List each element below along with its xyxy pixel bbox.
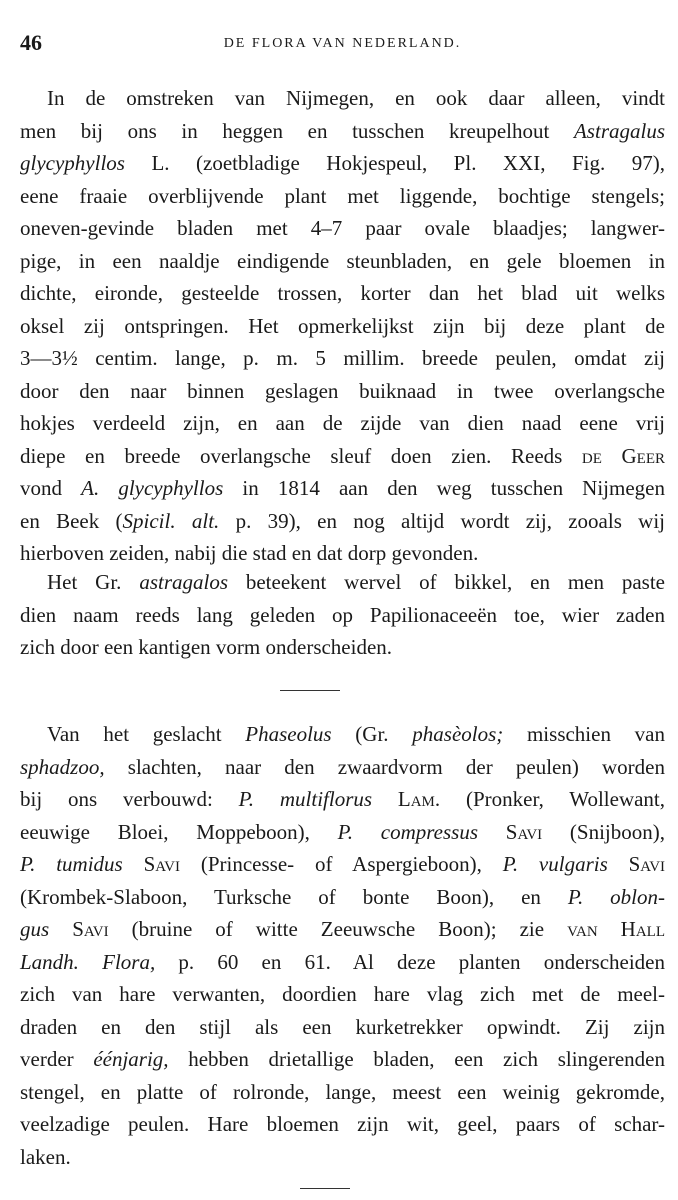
text-run: zich door een kantigen vorm onderscheiden.: [20, 635, 393, 659]
italic-text: glycyphyllos: [20, 151, 125, 175]
paragraph-astragalos-etymology: [20, 566, 665, 664]
text-line: [20, 631, 665, 664]
italic-text: A. glycyphyllos: [81, 476, 224, 500]
paragraph-astragalus: [20, 82, 665, 570]
text-run: in 1814 aan den weg tusschen Nijmegen: [223, 476, 665, 500]
text-run: [372, 787, 398, 811]
italic-text: Spicil. alt.: [122, 508, 220, 533]
text-run: dien naam reeds lang geleden op Papilionaceeën toe, wier zaden: [20, 602, 665, 627]
text-run: verder: [20, 1047, 94, 1071]
text-run: (Gr.: [331, 722, 413, 746]
text-run: hokjes verdeeld zijn, en aan de zijde van dien naad eene vrij: [20, 411, 665, 435]
text-line: [20, 599, 665, 632]
text-line: [20, 1011, 665, 1044]
text-run: (Pronker, Wollewant,: [440, 787, 666, 811]
text-run: en Beek (: [20, 508, 123, 533]
text-run: p. 39), en nog altijd wordt zij, zooals wij: [219, 508, 665, 533]
text-line: [20, 718, 665, 751]
text-run: Van het geslacht: [47, 722, 246, 746]
text-run: p. 60 en 61. Al deze planten onderscheiden: [155, 949, 666, 974]
small-caps-name: Savi: [72, 917, 109, 941]
page-header: [20, 30, 665, 60]
text-run: dichte, eironde, gesteelde trossen, korter dan het blad uit welks: [20, 281, 665, 305]
italic-text: P. oblon-: [567, 884, 665, 909]
paragraph-phaseolus: [20, 718, 665, 1173]
text-line: [20, 1076, 665, 1109]
text-line: [20, 212, 665, 245]
text-run: zich van hare verwanten, doordien hare vlag zich met de meel-: [20, 982, 665, 1006]
text-line: [20, 407, 665, 440]
text-line: [20, 82, 665, 115]
page-number: 46: [20, 30, 42, 55]
text-line: [20, 978, 665, 1011]
italic-text: phasèolos;: [412, 722, 504, 746]
text-line: [20, 848, 665, 881]
text-line: [20, 1141, 665, 1174]
section-divider: [280, 690, 340, 691]
text-run: (Princesse- of Aspergieboon),: [180, 852, 503, 876]
text-run: draden en den stijl als een kurketrekker opwindt. Zij zijn: [20, 1014, 665, 1039]
italic-text: éénjarig,: [93, 1047, 169, 1071]
text-line: [20, 913, 665, 946]
text-line: [20, 505, 665, 538]
text-run: [123, 852, 144, 876]
text-run: misschien van: [503, 722, 666, 746]
text-line: [20, 245, 665, 278]
text-run: [49, 917, 72, 941]
text-run: (Krombek-Slaboon, Turksche of bonte Boon), en: [20, 884, 568, 909]
italic-text: gus: [20, 917, 50, 941]
text-run: laken.: [20, 1144, 71, 1169]
text-line: [20, 783, 665, 816]
small-caps-name: Savi: [505, 819, 543, 844]
italic-text: P. tumidus: [20, 852, 123, 876]
italic-text: Phaseolus: [245, 722, 332, 746]
text-run: hierboven zeiden, nabij die stad en dat dorp gevonden.: [20, 541, 479, 565]
text-run: bij ons verbouwd:: [20, 787, 239, 811]
text-run: Het Gr.: [47, 570, 140, 594]
text-line: [20, 1043, 665, 1076]
italic-text: Astragalus: [573, 118, 665, 143]
text-line: [20, 537, 665, 570]
text-run: eene fraaie overblijvende plant met liggende, bochtige stengels;: [20, 183, 665, 208]
text-run: (bruine of witte Zeeuwsche Boon); zie: [108, 917, 568, 941]
text-line: [20, 277, 665, 310]
running-title: DE FLORA VAN NEDERLAND.: [223, 36, 462, 51]
text-line: [20, 946, 665, 979]
text-line: [20, 566, 665, 599]
text-line: [20, 881, 665, 914]
text-line: [20, 310, 665, 343]
text-run: (Snijboon),: [542, 819, 665, 844]
text-run: beteekent wervel of bikkel, en men paste: [228, 570, 665, 594]
text-line: [20, 751, 665, 784]
small-caps-name: Savi: [628, 852, 666, 876]
text-line: [20, 816, 665, 849]
text-line: [20, 342, 665, 375]
text-run: oksel zij ontspringen. Het opmerkelijkst zijn bij deze plant de: [20, 313, 665, 338]
text-line: [20, 472, 665, 505]
small-caps-name: de Geer: [581, 443, 665, 468]
small-caps-name: van Hall: [567, 917, 665, 941]
text-line: [20, 115, 665, 148]
italic-text: P. multiflorus: [238, 787, 373, 811]
text-run: [608, 852, 629, 876]
italic-text: sphadzoo,: [20, 754, 105, 779]
text-run: eeuwige Bloei, Moppeboon),: [20, 819, 338, 844]
text-line: [20, 1108, 665, 1141]
text-run: diepe en breede overlangsche sleuf doen zien. Reeds: [20, 443, 582, 468]
italic-text: astragalos: [139, 570, 228, 594]
text-run: In de omstreken van Nijmegen, en ook daar alleen, vindt: [47, 86, 665, 110]
text-run: [478, 820, 506, 844]
section-end-rule: [300, 1188, 350, 1189]
italic-text: Landh. Flora,: [20, 949, 156, 974]
text-line: [20, 440, 665, 473]
text-run: door den naar binnen geslagen buiknaad in twee overlangsche: [20, 378, 665, 403]
italic-text: P. compressus: [337, 819, 479, 844]
text-run: stengel, en platte of rolronde, lange, meest een weinig gekromde,: [20, 1079, 665, 1104]
text-run: pige, in een naaldje eindigende steunbladen, en gele bloemen in: [20, 248, 665, 273]
small-caps-name: Lam.: [397, 787, 441, 811]
text-run: 3—3½ centim. lange, p. m. 5 millim. breede peulen, omdat zij: [20, 346, 665, 370]
text-line: [20, 147, 665, 180]
italic-text: P. vulgaris: [502, 852, 608, 876]
text-line: [20, 375, 665, 408]
text-run: men bij ons in heggen en tusschen kreupelhout: [20, 118, 574, 143]
text-run: hebben drietallige bladen, een zich slingerenden: [168, 1047, 665, 1071]
small-caps-name: Savi: [143, 852, 180, 876]
text-run: oneven-gevinde bladen met 4–7 paar ovale blaadjes; langwer-: [20, 216, 665, 240]
text-run: slachten, naar den zwaardvorm der peulen) worden: [104, 754, 665, 779]
text-run: veelzadige peulen. Hare bloemen zijn wit, geel, paars of schar-: [20, 1112, 665, 1136]
text-run: vond: [20, 476, 82, 500]
text-run: L. (zoetbladige Hokjespeul, Pl. XXI, Fig. 97),: [124, 151, 665, 175]
text-line: [20, 180, 665, 213]
